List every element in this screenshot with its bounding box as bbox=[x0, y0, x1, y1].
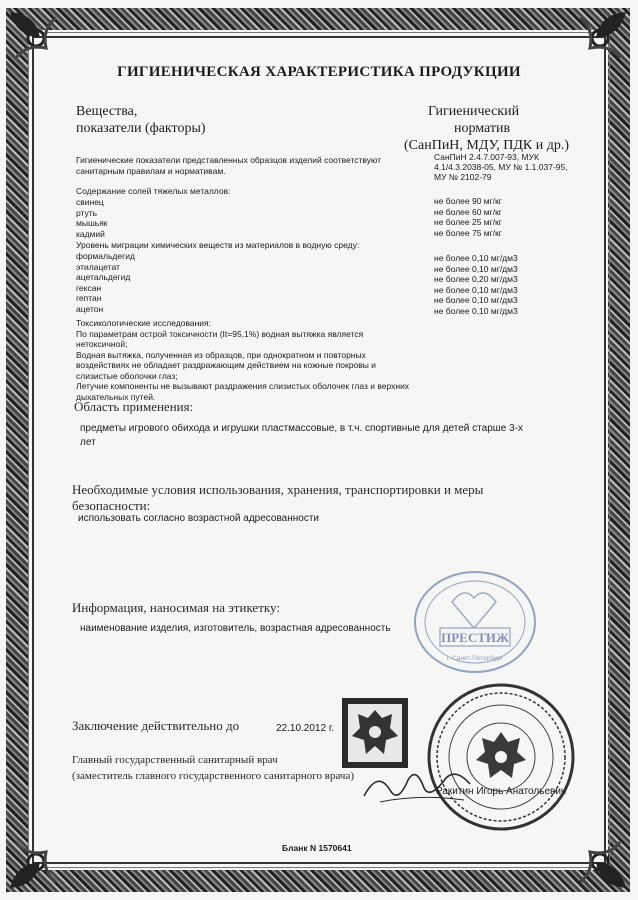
corner-ornament-icon bbox=[570, 832, 630, 892]
substance-norm: не более 60 мг/кг bbox=[434, 206, 502, 217]
substance-norm: не более 0,10 мг/дм3 bbox=[434, 253, 518, 263]
substance-norm: не более 75 мг/кг bbox=[434, 227, 502, 238]
signatory-name: Ракитин Игорь Анатольевич bbox=[436, 786, 567, 797]
conditions-text: использовать согласно возрастной адресованности bbox=[78, 513, 320, 524]
toxicology-line: нетоксичной; bbox=[76, 339, 128, 349]
migration-norms bbox=[434, 253, 518, 316]
substance-norm: не более 25 мг/кг bbox=[434, 217, 502, 227]
norm-doc-line-1: СанПиН 2.4.7.007-93, МУК bbox=[434, 152, 539, 162]
label-text: наименование изделия, изготовитель, возрастная адресованность bbox=[80, 623, 391, 634]
toxicology-line: слизистые оболочки глаз; bbox=[76, 370, 178, 381]
toxicology-line: Летучие компоненты не вызывают раздражения слизистых оболочек глаз и верхних bbox=[76, 381, 410, 391]
substance-name: ртуть bbox=[76, 207, 98, 218]
document-title: ГИГИЕНИЧЕСКАЯ ХАРАКТЕРИСТИКА ПРОДУКЦИИ bbox=[117, 64, 521, 80]
toxicology-line: дыхательных путей. bbox=[76, 391, 156, 402]
substance-name: мышьяк bbox=[76, 218, 108, 228]
substance-norm: не более 0,10 мг/дм3 bbox=[434, 295, 518, 305]
norm-doc-line-2: 4.1/4.3.2038-05, МУ № 1.1.037-95, bbox=[434, 162, 568, 172]
signatory-title-line-2: (заместитель главного государственного санитарного врача) bbox=[72, 770, 355, 782]
conditions-heading-line-2: безопасности: bbox=[72, 498, 151, 513]
validity-label: Заключение действительно до bbox=[72, 718, 240, 733]
stamp-name: ПРЕСТИЖ bbox=[441, 630, 509, 645]
toxicology-block bbox=[76, 318, 409, 402]
toxicology-line: По параметрам острой токсичности (It=95,1%) водная вытяжка является bbox=[76, 328, 364, 339]
substance-norm: не более 0,10 мг/дм3 bbox=[434, 263, 518, 274]
migration-heading: Уровень миграции химических веществ из материалов в водную среду: bbox=[76, 240, 360, 250]
intro-line-2: санитарным правилам и нормативам. bbox=[76, 166, 226, 176]
toxicology-line: Токсикологические исследования: bbox=[76, 318, 212, 328]
corner-ornament-icon bbox=[570, 8, 630, 68]
substance-norm: не более 90 мг/кг bbox=[434, 196, 502, 206]
intro-line-1: Гигиенические показатели представленных образцов изделий соответствуют bbox=[76, 155, 382, 165]
substance-name: гептан bbox=[76, 293, 102, 303]
corner-ornament-icon bbox=[6, 8, 66, 68]
substance-norm: не более 0,10 мг/дм3 bbox=[434, 284, 518, 295]
label-heading: Информация, наносимая на этикетку: bbox=[72, 600, 280, 615]
form-number: Бланк N 1570641 bbox=[282, 843, 352, 853]
validity-date: 22.10.2012 г. bbox=[276, 723, 335, 734]
norm-doc-line-3: МУ № 2102-79 bbox=[434, 172, 492, 182]
scope-heading: Область применения: bbox=[74, 399, 194, 414]
left-header-line-2: показатели (факторы) bbox=[76, 121, 206, 136]
substance-name: ацетон bbox=[76, 303, 104, 314]
substance-name: гексан bbox=[76, 282, 102, 293]
substance-norm: не более 0,10 мг/дм3 bbox=[434, 305, 518, 316]
right-header-line-3: (СанПиН, МДУ, ПДК и др.) bbox=[404, 138, 569, 153]
substance-name: свинец bbox=[76, 197, 104, 207]
scope-line-1: предметы игрового обихода и игрушки пластмассовые, в т.ч. спортивные для детей старше 3-х bbox=[80, 423, 524, 434]
right-header-line-1: Гигиенический bbox=[428, 104, 520, 119]
substance-name: кадмий bbox=[76, 228, 105, 239]
migration-names bbox=[76, 251, 135, 314]
substance-name: этилацетат bbox=[76, 261, 120, 272]
left-header-line-1: Вещества, bbox=[76, 104, 138, 119]
heavy-metals-norms bbox=[434, 196, 502, 238]
corner-ornament-icon bbox=[6, 832, 66, 892]
organization-stamp bbox=[412, 568, 538, 676]
substance-norm: не более 0,20 мг/дм3 bbox=[434, 274, 518, 284]
right-header-line-2: норматив bbox=[454, 121, 511, 136]
scope-line-2: лет bbox=[80, 437, 96, 448]
substance-name: формальдегид bbox=[76, 251, 135, 261]
toxicology-line: воздействиях не обладает раздражающим действием на кожные покровы и bbox=[76, 360, 376, 370]
toxicology-line: Водная вытяжка, полученная из образцов, при однократном и повторных bbox=[76, 349, 366, 360]
handwritten-signature bbox=[360, 760, 480, 810]
substance-name: ацетальдегид bbox=[76, 272, 131, 282]
conditions-heading-line-1: Необходимые условия использования, хранения, транспортировки и меры bbox=[72, 482, 484, 497]
stamp-city: г. Санкт-Петербург bbox=[446, 655, 504, 662]
official-seal bbox=[424, 680, 578, 834]
signatory-title-line-1: Главный государственный санитарный врач bbox=[72, 754, 278, 766]
coat-of-arms-emblem bbox=[340, 696, 410, 770]
heavy-metals-heading: Содержание солей тяжелых металлов: bbox=[76, 186, 231, 196]
heavy-metals-names bbox=[76, 197, 108, 239]
